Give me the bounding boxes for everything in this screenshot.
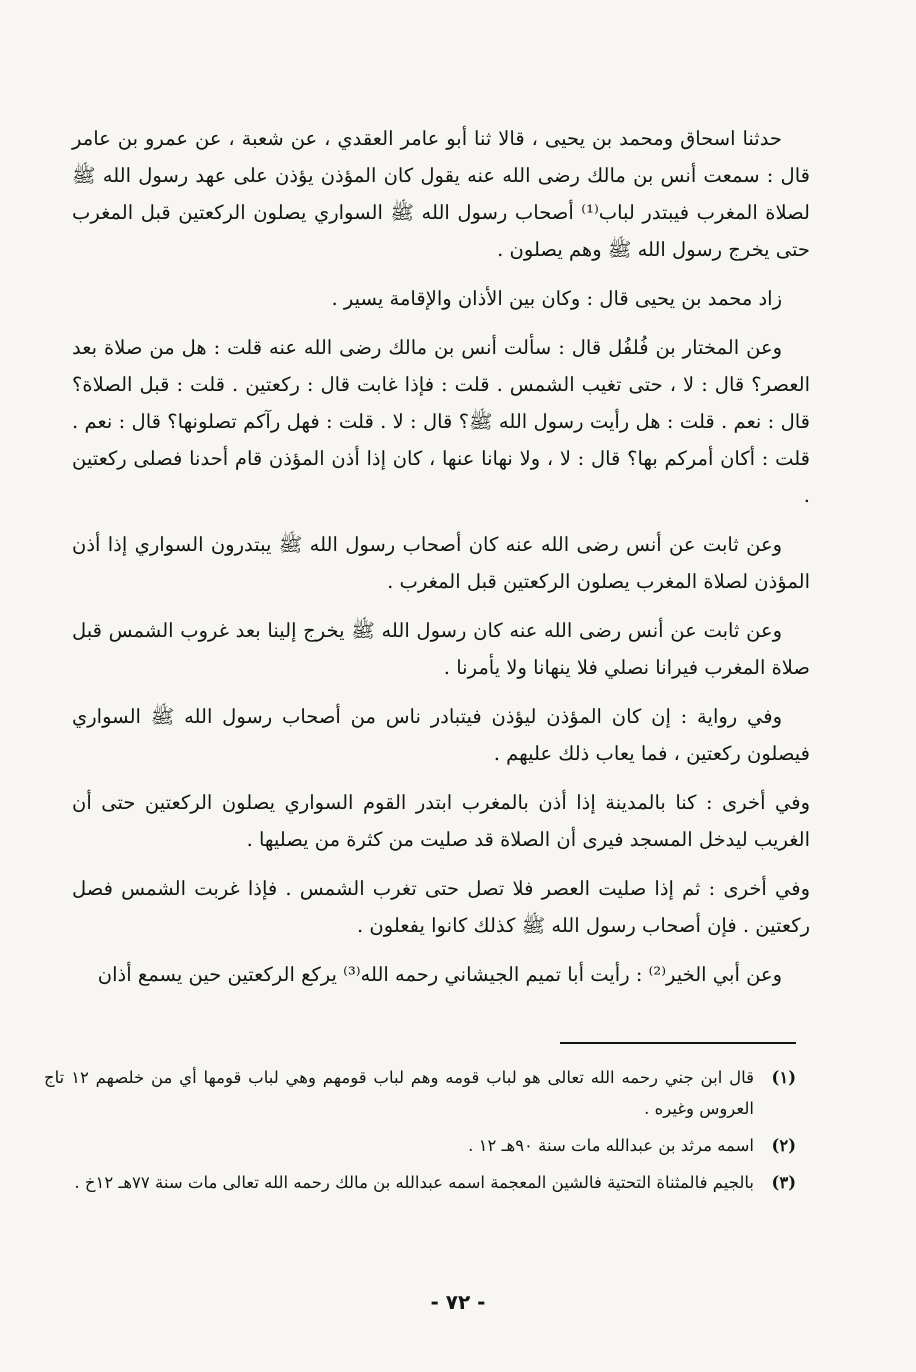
footnote-text: بالجيم فالمثناة التحتية فالشين المعجمة اسمه عبدالله بن مالك رحمه الله تعالى مات سنة ٧٧هـ ١٢خ . <box>74 1173 754 1192</box>
paragraph-8: وفي أخرى : ثم إذا صليت العصر فلا تصل حتى تغرب الشمس . فإذا غربت الشمس فصل ركعتين . فإن أصحاب رسول الله ﷺ كذلك كانوا يفعلون . <box>72 877 810 937</box>
footnotes <box>44 1062 796 1204</box>
paragraph-5: وعن ثابت عن أنس رضى الله عنه كان رسول الله ﷺ يخرج إلينا بعد غروب الشمس قبل صلاة المغرب فيرانا نصلي فلا ينهانا ولا يأمرنا . <box>72 619 810 679</box>
main-text <box>72 120 810 1005</box>
page-number: - ٧٢ - <box>430 1290 486 1314</box>
paragraph-1: حدثنا اسحاق ومحمد بن يحيى ، قالا ثنا أبو عامر العقدي ، عن شعبة ، عن عمرو بن عامر قال : سمعت أنس بن مالك رضى الله عنه يقول كان المؤذن يؤذن على عهد رسول الله ﷺ لصلاة المغرب فيبتدر لباب⁽¹⁾ أصحاب رسول الله ﷺ السواري يصلون الركعتين قبل المغرب حتى يخرج رسول الله ﷺ وهم يصلون . <box>72 127 810 261</box>
footnote-number: (١) <box>771 1068 796 1087</box>
footnote-number: (٢) <box>771 1136 796 1155</box>
paragraph-7: وفي أخرى : كنا بالمدينة إذا أذن بالمغرب ابتدر القوم السواري يصلون الركعتين حتى أن الغريب ليدخل المسجد فيرى أن الصلاة قد صليت من كثرة من يصليها . <box>72 791 810 851</box>
footnote-number: (٣) <box>771 1173 796 1192</box>
footnote-1 <box>44 1062 796 1124</box>
footnote-text: قال ابن جني رحمه الله تعالى هو لباب قومه وهم لباب قومهم وهي لباب قومها أي من خلصهم ١٢ تاج العروس وغيره . <box>44 1068 754 1118</box>
paragraph-9: وعن أبي الخير⁽²⁾ : رأيت أبا تميم الجيشاني رحمه الله⁽³⁾ يركع الركعتين حين يسمع أذان <box>97 963 782 986</box>
footnote-divider <box>560 1042 796 1044</box>
footnote-3 <box>44 1167 796 1198</box>
paragraph-6: وفي رواية : إن كان المؤذن ليؤذن فيتبادر ناس من أصحاب رسول الله ﷺ السواري فيصلون ركعتين ، فما يعاب ذلك عليهم . <box>72 705 810 765</box>
footnote-2 <box>44 1130 796 1161</box>
footnote-text: اسمه مرثد بن عبدالله مات سنة ٩٠هـ ١٢ . <box>468 1136 754 1155</box>
paragraph-3: وعن المختار بن فُلفُل قال : سألت أنس بن مالك رضى الله عنه قلت : هل من صلاة بعد العصر؟ قال : لا ، حتى تغيب الشمس . قلت : فإذا غابت قال : ركعتين . قلت : قبل الصلاة؟ قال : نعم . قلت : هل رأيت رسول الله ﷺ؟ قال : لا . قلت : فهل رآكم تصلونها؟ قال : نعم . قلت : أكان أمركم بها؟ قال : لا ، ولا نهانا عنها ، كان إذا أذن المؤذن قام أحدنا فصلى ركعتين . <box>72 336 810 507</box>
paragraph-4: وعن ثابت عن أنس رضى الله عنه كان أصحاب رسول الله ﷺ يبتدرون السواري إذا أذن المؤذن لصلاة المغرب يصلون الركعتين قبل المغرب . <box>72 533 810 593</box>
paragraph-2: زاد محمد بن يحيى قال : وكان بين الأذان والإقامة يسير . <box>331 287 782 310</box>
